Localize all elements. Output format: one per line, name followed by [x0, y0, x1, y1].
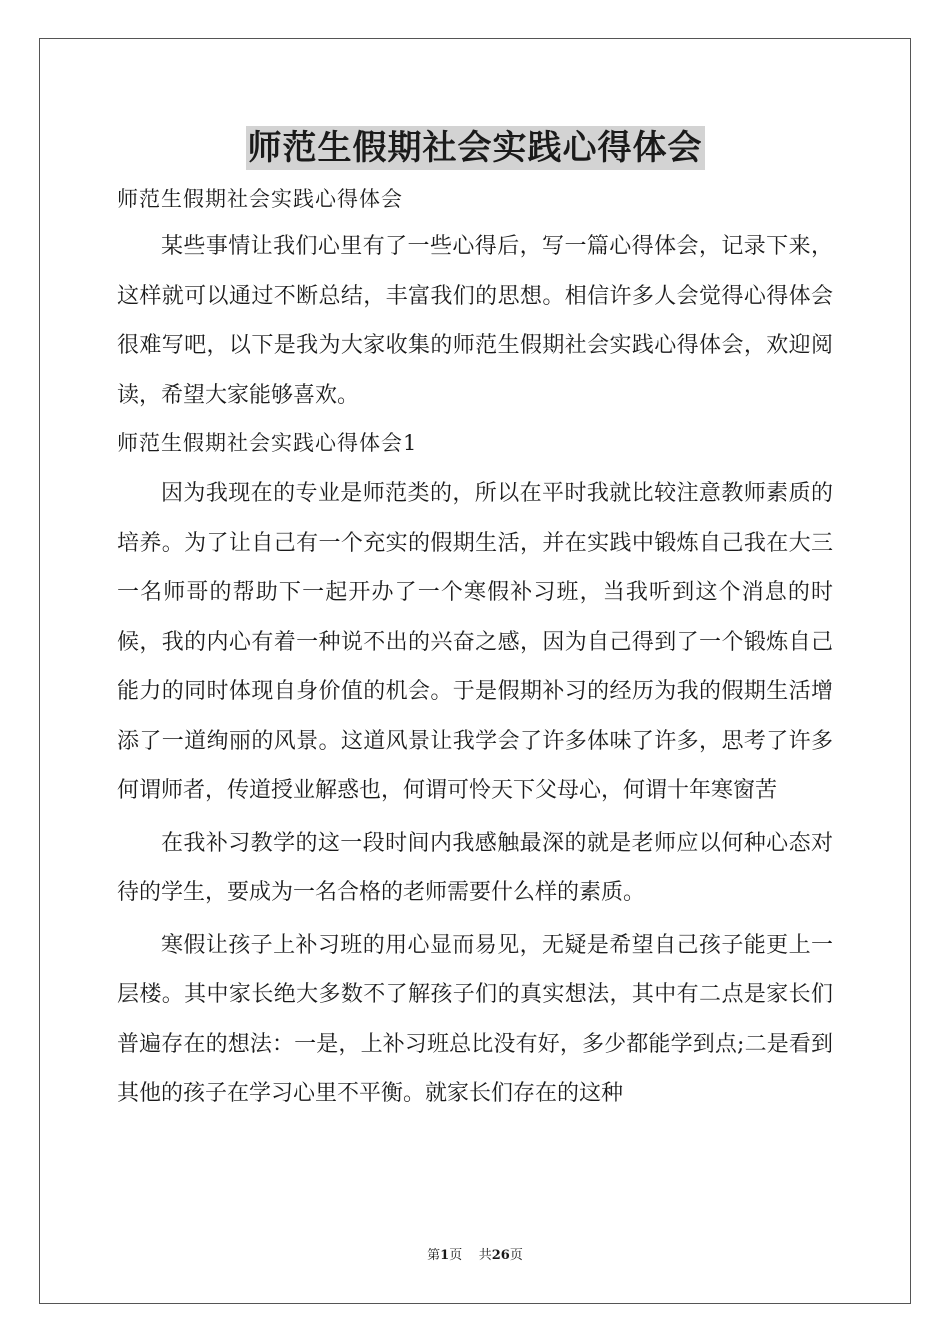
body-paragraph: 在我补习教学的这一段时间内我感触最深的就是老师应以何种心态对待的学生，要成为一名合格的老师需要什么样的素质。 [117, 830, 833, 905]
body-paragraph: 因为我现在的专业是师范类的，所以在平时我就比较注意教师素质的培养。为了让自己有一个充实的假期生活，并在实践中锻炼自己我在大三一名师哥的帮助下一起开办了一个寒假补习班，当我听到这个消息的时候，我的内心有着一种说不出的兴奋之感，因为自己得到了一个锻炼自己能力的同时体现自身价值的机会。于是假期补习的经历为我的假期生活增添了一道绚丽的风景。这道风景让我学会了许多体味了许多，思考了许多何谓师者，传道授业解惑也，何谓可怜天下父母心，何谓十年寒窗苦 [117, 481, 833, 803]
total-pages: 26 [491, 1248, 510, 1263]
page-suffix: 页 [449, 1248, 463, 1263]
page-footer [0, 1246, 950, 1266]
total-prefix: 共 [478, 1248, 492, 1263]
document-title: 师范生假期社会实践心得体会 [247, 128, 703, 168]
document-body [117, 178, 833, 1119]
title-container [0, 126, 950, 170]
body-paragraph: 寒假让孩子上补习班的用心显而易见，无疑是希望自己孩子能更上一层楼。其中家长绝大多数不了解孩子们的真实想法，其中有二点是家长们普遍存在的想法：一是，上补习班总比没有好，多少都能学到点;二是看到其他的孩子在学习心里不平衡。就家长们存在的这种 [117, 932, 833, 1106]
section-heading: 师范生假期社会实践心得体会1 [117, 431, 418, 455]
document-subtitle: 师范生假期社会实践心得体会 [117, 187, 403, 211]
page-prefix: 第 [427, 1248, 441, 1263]
page-number: 1 [440, 1248, 450, 1263]
intro-paragraph: 某些事情让我们心里有了一些心得后，写一篇心得体会，记录下来，这样就可以通过不断总结，丰富我们的思想。相信许多人会觉得心得体会很难写吧，以下是我为大家收集的师范生假期社会实践心得体会，欢迎阅读，希望大家能够喜欢。 [117, 234, 833, 408]
total-suffix: 页 [509, 1248, 523, 1263]
